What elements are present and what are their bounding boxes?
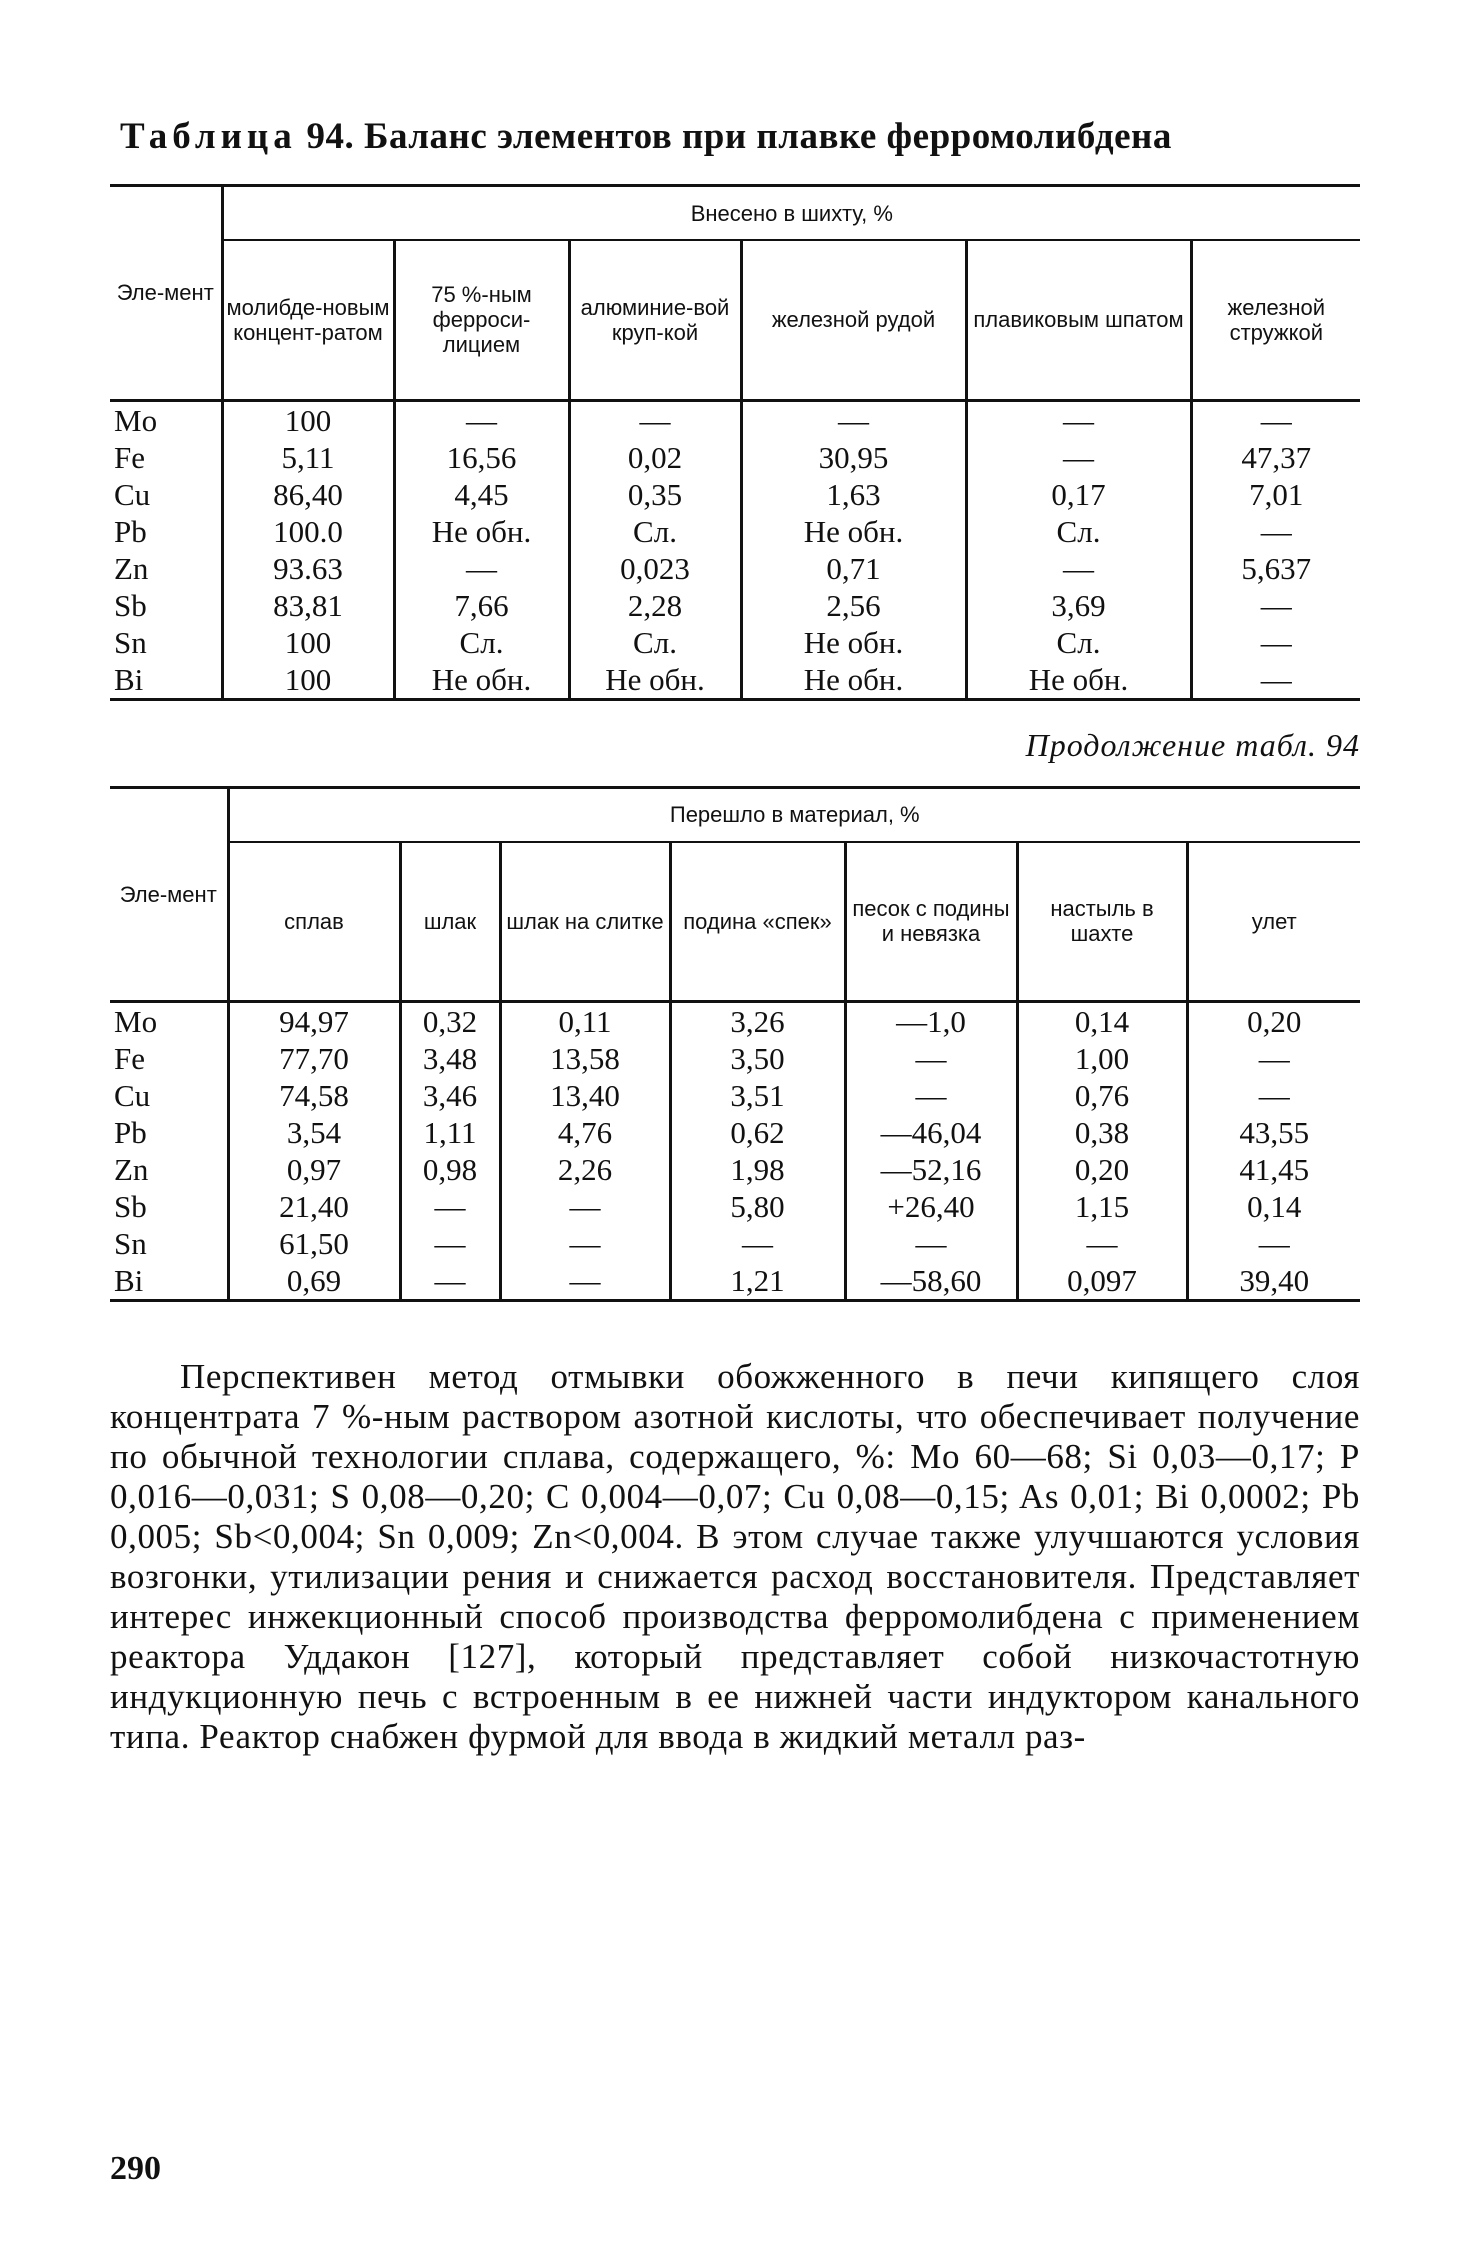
data-cell: 0,62 (730, 1115, 785, 1150)
data-cell: 5,80 (730, 1189, 785, 1224)
data-cell: Не обн. (803, 624, 904, 660)
data-cell: 1,11 (423, 1115, 477, 1150)
data-column (741, 402, 966, 700)
data-column (394, 402, 569, 700)
data-cell: 100 (284, 624, 332, 660)
element-header: Эле-мент (110, 186, 222, 401)
data-cell: 7,01 (1249, 476, 1304, 512)
data-cell: 0,35 (627, 476, 683, 512)
data-column (500, 1003, 670, 1301)
data-cell: Сл. (1056, 513, 1101, 549)
element-label: Bi (114, 661, 144, 697)
data-cell: — (838, 402, 869, 438)
table-title-lead: Таблица (120, 116, 297, 157)
data-cell: — (915, 1041, 947, 1076)
data-cell: — (1260, 661, 1292, 697)
data-column (228, 1003, 400, 1301)
data-cell: 83,81 (273, 587, 343, 623)
data-cell: 3,50 (730, 1041, 785, 1076)
data-cell: — (434, 1189, 466, 1224)
data-column (222, 402, 394, 700)
data-cell: — (1086, 1226, 1118, 1261)
data-cell: 47,37 (1241, 439, 1312, 475)
col-header: 75 %-ным ферроси-лицием (394, 240, 569, 400)
element-column (110, 402, 222, 700)
data-column (845, 1003, 1017, 1301)
data-cell: — (1063, 439, 1094, 475)
data-cell: 3,46 (422, 1078, 478, 1113)
data-cell: 0,14 (1074, 1004, 1130, 1039)
data-cell: —46,04 (880, 1115, 982, 1150)
data-cell: Не обн. (431, 513, 532, 549)
data-cell: Сл. (1056, 624, 1101, 660)
data-cell: 86,40 (273, 476, 343, 512)
data-cell: — (1063, 550, 1094, 586)
data-cell: 0,02 (627, 439, 683, 475)
data-cell: 21,40 (279, 1189, 349, 1224)
col-header: шлак на слитке (500, 842, 670, 1002)
element-column (110, 1003, 228, 1301)
data-cell: 2,56 (826, 587, 881, 623)
data-cell: 7,66 (454, 587, 509, 623)
data-cell: 0,20 (1074, 1152, 1130, 1187)
data-cell: Не обн. (431, 661, 532, 697)
data-cell: 0,17 (1051, 476, 1106, 512)
element-label: Mo (114, 1004, 158, 1039)
data-cell: — (1260, 513, 1292, 549)
data-cell: 0,14 (1247, 1189, 1302, 1224)
data-cell: 1,98 (730, 1152, 785, 1187)
data-cell: —58,60 (880, 1263, 982, 1298)
col-header: сплав (228, 842, 400, 1002)
data-cell: 3,54 (286, 1115, 342, 1150)
data-cell: — (434, 1226, 466, 1261)
table-continuation-caption: Продолжение табл. 94 (1025, 726, 1360, 763)
data-cell: 5,637 (1241, 550, 1312, 586)
data-cell: 61,50 (279, 1226, 349, 1261)
data-cell: 0,71 (826, 550, 881, 586)
data-cell: Не обн. (605, 661, 705, 697)
data-cell: 43,55 (1239, 1115, 1310, 1150)
data-cell: 4,45 (454, 476, 509, 512)
data-cell: — (466, 402, 497, 438)
data-cell: 0,023 (620, 550, 690, 586)
element-label: Pb (114, 1115, 147, 1150)
col-header: шлак (400, 842, 500, 1002)
data-cell: Не обн. (803, 661, 904, 697)
data-column (1187, 1003, 1360, 1301)
col-header: железной рудой (741, 240, 966, 400)
col-header: подина «спек» (670, 842, 845, 1002)
data-cell: 0,097 (1067, 1263, 1137, 1298)
data-cell: 94,97 (279, 1004, 349, 1039)
data-column (1191, 402, 1360, 700)
element-label: Bi (114, 1263, 144, 1298)
col-header: алюминие-вой круп-кой (569, 240, 741, 400)
data-cell: 100 (284, 402, 332, 438)
data-cell: — (639, 402, 671, 438)
element-label: Sn (114, 624, 147, 660)
page-number: 290 (110, 2150, 161, 2187)
data-cell: —1,0 (896, 1004, 966, 1039)
data-cell: 2,26 (557, 1152, 613, 1187)
element-header: Эле-мент (110, 787, 228, 1002)
element-label: Mo (114, 402, 158, 438)
data-cell: 13,40 (550, 1078, 620, 1113)
data-column (569, 402, 741, 700)
col-header: улет (1187, 842, 1360, 1002)
data-cell: 0,38 (1074, 1115, 1130, 1150)
element-label: Zn (114, 1152, 149, 1187)
col-header: молибде-новым концент-ратом (222, 240, 394, 400)
element-label: Cu (114, 1078, 151, 1113)
data-cell: 3,69 (1051, 587, 1106, 623)
data-cell: 3,51 (730, 1078, 785, 1113)
table-transferred (110, 786, 1360, 1303)
data-cell: Не обн. (1028, 661, 1129, 697)
data-cell: 41,45 (1239, 1152, 1310, 1187)
data-cell: — (434, 1263, 466, 1298)
data-cell: — (1260, 402, 1292, 438)
data-cell: — (466, 550, 497, 586)
data-cell: — (1260, 624, 1292, 660)
element-label: Sb (114, 1189, 147, 1224)
data-cell: 16,56 (446, 439, 517, 475)
element-label: Sn (114, 1226, 147, 1261)
data-cell: 93.63 (273, 550, 343, 586)
group-header-charged: Внесено в шихту, % (222, 186, 1360, 241)
data-cell: Сл. (633, 624, 677, 660)
table-charged (110, 184, 1360, 701)
data-column (670, 1003, 845, 1301)
data-cell: +26,40 (887, 1189, 975, 1224)
data-cell: 0,98 (422, 1152, 478, 1187)
data-cell: 0,69 (286, 1263, 342, 1298)
data-cell: — (1260, 587, 1292, 623)
data-cell: 0,76 (1074, 1078, 1130, 1113)
data-column (1017, 1003, 1187, 1301)
element-label: Fe (114, 1041, 145, 1076)
table-title (120, 115, 1360, 158)
data-column (966, 402, 1191, 700)
data-cell: 1,00 (1074, 1041, 1130, 1076)
element-label: Zn (114, 550, 149, 586)
col-header: плавиковым шпатом (966, 240, 1191, 400)
element-label: Fe (114, 439, 145, 475)
data-cell: — (569, 1263, 601, 1298)
data-cell: — (1258, 1226, 1290, 1261)
data-cell: 5,11 (281, 439, 335, 475)
data-cell: Сл. (633, 513, 677, 549)
data-cell: 3,26 (730, 1004, 785, 1039)
group-header-transferred: Перешло в материал, % (228, 787, 1360, 842)
data-cell: Не обн. (803, 513, 904, 549)
col-header: железной стружкой (1191, 240, 1360, 400)
body-paragraph: Перспективен метод отмывки обожженного в печи кипящего слоя концентрата 7 %-ным раствором азотной кислоты, что обеспечивает получение по обычной технологии сплава, содержащего, %: Mo 60—68; Si 0,03—0,17; P 0,016—0,031; S 0,08—0,20; C 0,004—0,07; Cu 0,08—0,15; As 0,01; Bi 0,0002; Pb 0,005; Sb<0,004; Sn 0,009; Zn<0,004. В этом случае также улучшаются условия возгонки, утилизации рения и снижается расход восстановителя. Представляет интерес инжекционный способ производства ферромолибдена с применением реактора Уддакон [127], который представляет собой низкочастотную индукционную печь с встроенным в ее нижней части индуктором канального типа. Реактор снабжен фурмой для ввода в жидкий металл раз- (110, 1357, 1360, 1756)
data-cell: 2,28 (627, 587, 683, 623)
data-cell: — (569, 1189, 601, 1224)
data-cell: 0,97 (286, 1152, 342, 1187)
page-content (110, 115, 1360, 1792)
data-cell: 100.0 (273, 513, 343, 549)
col-header: настыль в шахте (1017, 842, 1187, 1002)
data-cell: — (1063, 402, 1094, 438)
data-column (400, 1003, 500, 1301)
data-cell: 0,20 (1247, 1004, 1302, 1039)
data-cell: 30,95 (818, 439, 889, 475)
data-cell: — (915, 1226, 947, 1261)
data-cell: 1,15 (1074, 1189, 1130, 1224)
data-cell: 0,11 (558, 1004, 612, 1039)
element-label: Pb (114, 513, 147, 549)
data-cell: — (569, 1226, 601, 1261)
data-cell: 0,32 (422, 1004, 478, 1039)
data-cell: — (915, 1078, 947, 1113)
data-cell: — (1258, 1041, 1290, 1076)
element-label: Sb (114, 587, 147, 623)
data-cell: 3,48 (422, 1041, 478, 1076)
data-cell: — (1258, 1078, 1290, 1113)
data-cell: — (742, 1226, 773, 1261)
table-title-text: 94. Баланс элементов при плавке ферромолибдена (306, 116, 1172, 157)
col-header: песок с подины и невязка (845, 842, 1017, 1002)
data-cell: 13,58 (550, 1041, 620, 1076)
data-cell: 39,40 (1239, 1263, 1310, 1298)
element-label: Cu (114, 476, 151, 512)
data-cell: 74,58 (279, 1078, 349, 1113)
data-cell: Сл. (459, 624, 504, 660)
data-cell: 77,70 (279, 1041, 349, 1076)
data-cell: 1,63 (826, 476, 881, 512)
data-cell: —52,16 (880, 1152, 982, 1187)
data-cell: 1,21 (730, 1263, 785, 1298)
data-cell: 100 (284, 661, 332, 697)
data-cell: 4,76 (557, 1115, 613, 1150)
